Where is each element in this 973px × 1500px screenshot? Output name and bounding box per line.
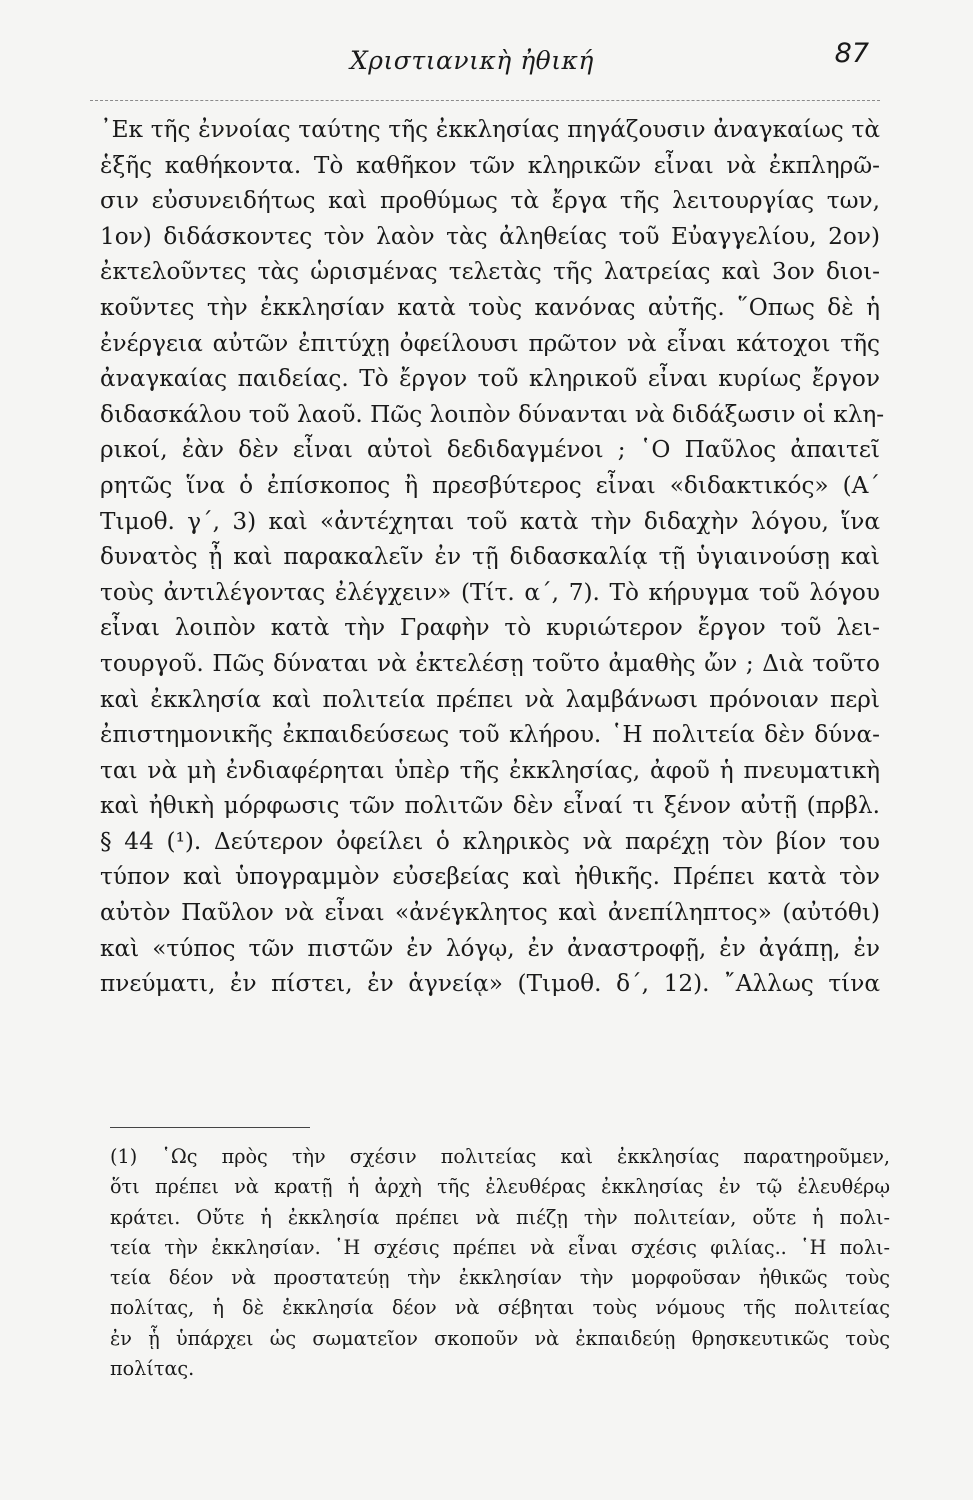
- footnote-line: ὅτι πρέπει νὰ κρατῇ ἡ ἀρχὴ τῆς ἐλευθέρας ἐκκλησίας ἐν τῷ ἐλευθέρῳ: [110, 1175, 890, 1199]
- body-line: κοῦντες τὴν ἐκκλησίαν κατὰ τοὺς κανόνας αὐτῆς. ῞Οπως δὲ ἡ: [100, 293, 880, 321]
- body-line: αὐτὸν Παῦλον νὰ εἶναι «ἀνέγκλητος καὶ ἀνεπίληπτος» (αὐτόθι): [100, 899, 880, 927]
- running-title: Χριστιανικὴ ἠθική: [350, 46, 594, 75]
- footnote-line: κράτει. Οὔτε ἡ ἐκκλησία πρέπει νὰ πιέζῃ τὴν πολιτείαν, οὔτε ἡ πολι-: [110, 1205, 890, 1229]
- body-line: ἑξῆς καθήκοντα. Τὸ καθῆκον τῶν κληρικῶν εἶναι νὰ ἐκπληρῶ-: [100, 151, 880, 179]
- footnote-line: πολίτας, ἡ δὲ ἐκκλησία δέον νὰ σέβηται τοὺς νόμους τῆς πολιτείας: [110, 1296, 890, 1320]
- body-line: ᾿Εκ τῆς ἐννοίας ταύτης τῆς ἐκκλησίας πηγάζουσιν ἀναγκαίως τὰ: [100, 116, 880, 143]
- footnote-line: τεία τὴν ἐκκλησίαν. ῾Η σχέσις πρέπει νὰ εἶναι σχέσις φιλίας.. ῾Η πολι-: [110, 1235, 890, 1259]
- body-line: εἶναι λοιπὸν κατὰ τὴν Γραφὴν τὸ κυριώτερον ἔργον τοῦ λει-: [100, 614, 880, 642]
- body-line: ται νὰ μὴ ἐνδιαφέρηται ὑπὲρ τῆς ἐκκλησίας, ἀφοῦ ἡ πνευματικὴ: [100, 756, 880, 784]
- header-rule: [90, 100, 880, 101]
- footnote-rule: [110, 1127, 310, 1128]
- body-line: καὶ «τύπος τῶν πιστῶν ἐν λόγῳ, ἐν ἀναστροφῇ, ἐν ἀγάπῃ, ἐν: [100, 934, 880, 962]
- body-line: 1ον) διδάσκοντες τὸν λαὸν τὰς ἀληθείας τοῦ Εὐαγγελίου, 2ον): [100, 222, 880, 250]
- body-line: τοὺς ἀντιλέγοντας ἐλέγχειν» (Τίτ. α΄, 7). Τὸ κήρυγμα τοῦ λόγου: [100, 578, 880, 606]
- running-header: [100, 36, 875, 96]
- body-line: ἐκτελοῦντες τὰς ὡρισμένας τελετὰς τῆς λατρείας καὶ 3ον διοι-: [100, 258, 880, 286]
- body-line: ρητῶς ἵνα ὁ ἐπίσκοπος ἢ πρεσβύτερος εἶναι «διδακτικός» (Α΄: [100, 471, 880, 499]
- body-line: § 44 (¹). Δεύτερον ὀφείλει ὁ κληρικὸς νὰ παρέχῃ τὸν βίον του: [100, 827, 880, 855]
- body-line: Τιμοθ. γ΄, 3) καὶ «ἀντέχηται τοῦ κατὰ τὴν διδαχὴν λόγου, ἵνα: [100, 507, 880, 535]
- body-line: ἀναγκαίας παιδείας. Τὸ ἔργον τοῦ κληρικοῦ εἶναι κυρίως ἔργον: [100, 365, 880, 393]
- body-line: ρικοί, ἐὰν δὲν εἶναι αὐτοὶ δεδιδαγμένοι ; ῾Ο Παῦλος ἀπαιτεῖ: [100, 436, 880, 464]
- footnote-line: (1) ῾Ως πρὸς τὴν σχέσιν πολιτείας καὶ ἐκκλησίας παρατηροῦμεν,: [110, 1145, 890, 1168]
- body-line: τουργοῦ. Πῶς δύναται νὰ ἐκτελέσῃ τοῦτο ἀμαθὴς ὤν ; Διὰ τοῦτο: [100, 649, 880, 677]
- body-line: πνεύματι, ἐν πίστει, ἐν ἁγνείᾳ» (Τιμοθ. δ΄, 12). ῎Αλλως τίνα: [100, 970, 880, 998]
- body-line: ἐπιστημονικῆς ἐκπαιδεύσεως τοῦ κλήρου. ῾Η πολιτεία δὲν δύνα-: [100, 721, 880, 749]
- footnote-line: τεία δέον νὰ προστατεύῃ τὴν ἐκκλησίαν τὴν μορφοῦσαν ἠθικῶς τοὺς: [110, 1266, 890, 1290]
- footnotes: [110, 1142, 890, 1384]
- footnote-line: ἐν ᾗ ὑπάρχει ὡς σωματεῖον σκοποῦν νὰ ἐκπαιδεύῃ θρησκευτικῶς τοὺς: [110, 1326, 890, 1350]
- body-line: δυνατὸς ᾖ καὶ παρακαλεῖν ἐν τῇ διδασκαλίᾳ τῇ ὑγιαινούσῃ καὶ: [100, 543, 880, 571]
- body-line: καὶ ἐκκλησία καὶ πολιτεία πρέπει νὰ λαμβάνωσι πρόνοιαν περὶ: [100, 685, 880, 713]
- body-line: τύπον καὶ ὑπογραμμὸν εὐσεβείας καὶ ἠθικῆς. Πρέπει κατὰ τὸν: [100, 863, 880, 891]
- footnote-line: πολίτας.: [110, 1357, 195, 1381]
- body-text: [100, 112, 885, 1002]
- page-number: 87: [834, 38, 869, 69]
- body-line: καὶ ἠθικὴ μόρφωσις τῶν πολιτῶν δὲν εἶναί τι ξένον αὐτῇ (πρβλ.: [100, 792, 880, 820]
- body-line: σιν εὐσυνειδήτως καὶ προθύμως τὰ ἔργα τῆς λειτουργίας των,: [100, 187, 880, 215]
- body-line: διδασκάλου τοῦ λαοῦ. Πῶς λοιπὸν δύνανται νὰ διδάξωσιν οἱ κλη-: [100, 400, 885, 428]
- body-line: ἐνέργεια αὐτῶν ἐπιτύχῃ ὀφείλουσι πρῶτον νὰ εἶναι κάτοχοι τῆς: [100, 329, 880, 357]
